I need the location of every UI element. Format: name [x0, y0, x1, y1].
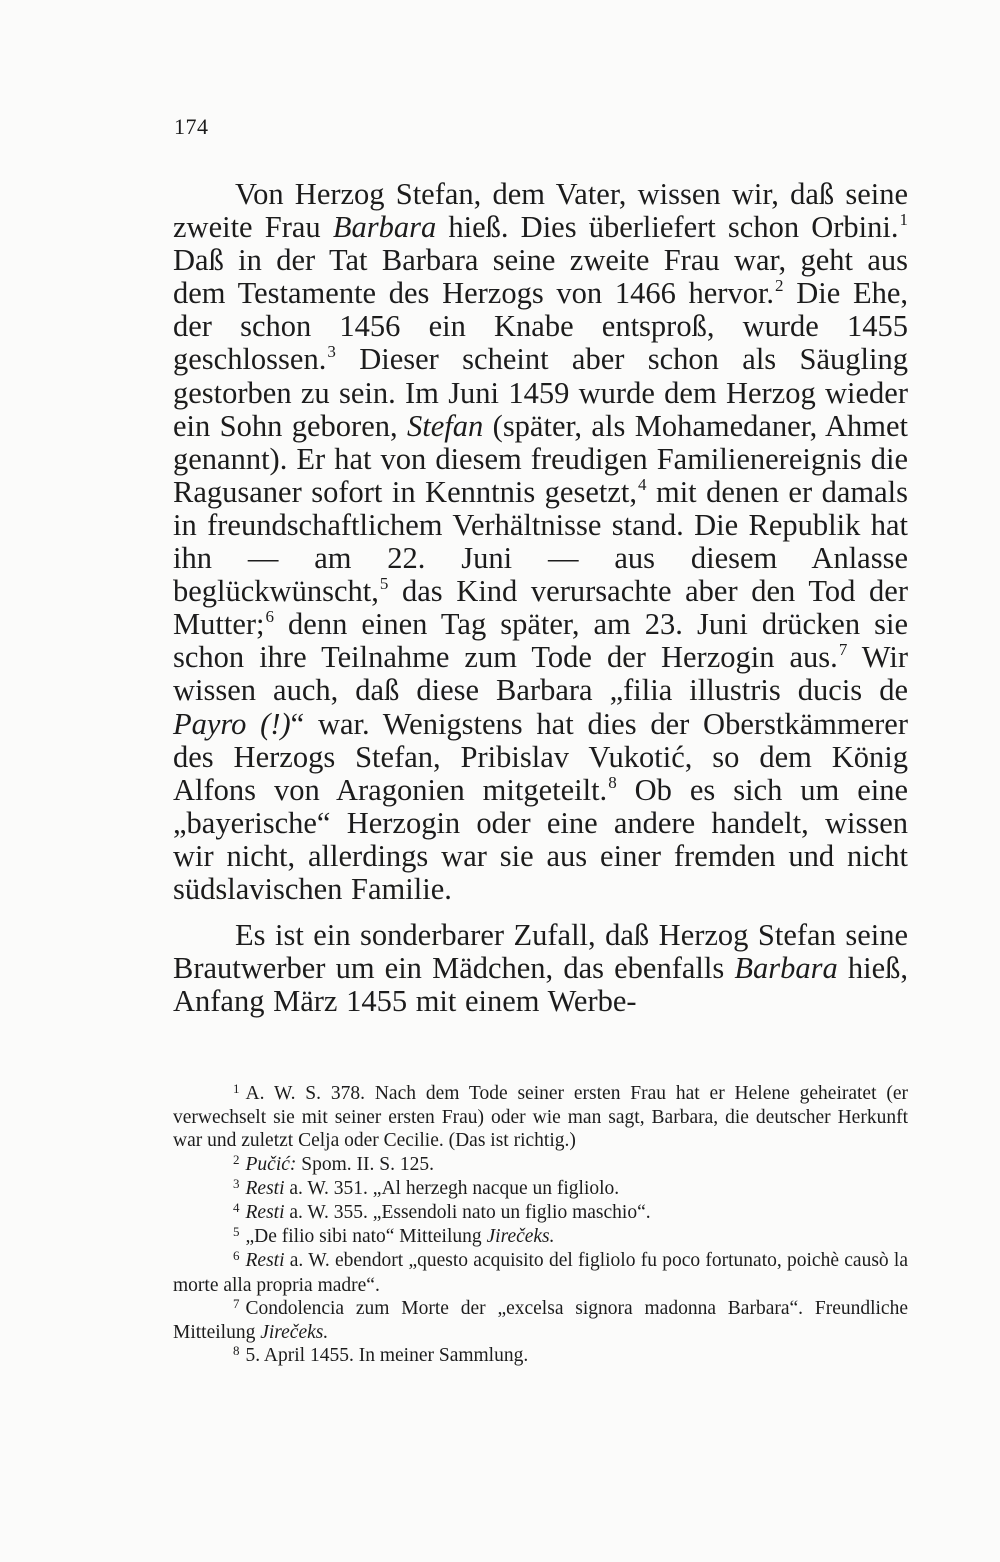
- name-barbara: Barbara: [332, 210, 437, 245]
- footnote-ref-3: 3: [327, 342, 336, 362]
- footnote-3: $^3$ Resti a. W. 351. „Al herzegh nacque un figliolo.: [233, 1175, 620, 1199]
- footnote-6: $^6$ Resti a. W. ebendort „questo acquisito del figliolo fu poco fortunato, poichè causò la morte alla propria madre“.: [173, 1248, 908, 1296]
- name-payro: Payro (!): [173, 706, 291, 741]
- footnote-ref-5: 5: [379, 574, 389, 594]
- footnote-ref-2: 2: [775, 276, 784, 296]
- name-stefan: Stefan: [407, 408, 484, 443]
- footnote-8: $^8$ 5. April 1455. In meiner Sammlung.: [233, 1343, 529, 1367]
- footnote-5: $^5$ „De filio sibi nato“ Mitteilung Jirečeks.: [233, 1224, 555, 1248]
- paragraph-1: Von Herzog Stefan, dem Vater, wissen wir, daß seine zweite Frau Barbara hieß. Dies überliefert schon Orbini.$^1$ Daß in der Tat Barbara seine zweite Frau war, geht aus dem Testamente des Herzogs von 1466 hervor.$^2$ Die Ehe, der schon 1456 ein Knabe entsproß, wurde 1455 geschlossen.$^3$ Dieser scheint aber schon als Säugling gestorben zu sein. Im Juni 1459 wurde dem Herzog wieder ein Sohn geboren, Stefan (später, als Mohamedaner, Ahmet genannt). Er hat von diesem freudigen Familienereignis die Ragusaner sofort in Kenntnis gesetzt,$^4$ mit denen er damals in freundschaftlichem Verhältnisse stand. Die Republik hat ihn — am 22. Juni — aus diesem Anlasse beglückwünscht,$^5$ das Kind verursachte aber den Tod der Mutter;$^6$ denn einen Tag später, am 23. Juni drücken sie schon ihre Teilnahme zum Tode der Herzogin aus.$^7$ Wir wissen auch, daß diese Barbara „filia illustris ducis de Payro (!)“ war. Wenigstens hat dies der Oberstkämmerer des Herzogs Stefan, Pribislav Vukotić, so dem König Alfons von Aragonien mitgeteilt.$^8$ Ob es sich um eine „bayerische“ Herzogin oder eine andere handelt, wissen wir nicht, allerdings war sie aus einer fremden und nicht südslavischen Familie.: [173, 177, 908, 906]
- paragraph-2: Es ist ein sonderbarer Zufall, daß Herzog Stefan seine Brautwerber um ein Mädchen, das ebenfalls Barbara hieß, Anfang März 1455 mit einem Werbe-: [173, 918, 908, 1019]
- footnote-ref-7: 7: [838, 640, 848, 660]
- footnote-ref-8: 8: [608, 772, 617, 792]
- footnote-7: $^7$ Condolencia zum Morte der „excelsa signora madonna Barbara“. Freundliche Mitteilung Jirečeks.: [173, 1295, 908, 1344]
- name-barbara-2: Barbara: [734, 951, 838, 986]
- main-text: [173, 178, 908, 1018]
- footnote-ref-4: 4: [637, 474, 647, 494]
- footnote-4: $^4$ Resti a. W. 355. „Essendoli nato un figlio maschio“.: [233, 1200, 651, 1224]
- footnotes: [173, 1082, 908, 1368]
- footnote-ref-6: 6: [265, 607, 274, 627]
- footnote-ref-1: 1: [899, 210, 908, 230]
- footnote-1: $^1$ A. W. S. 378. Nach dem Tode seiner ersten Frau hat er Helene geheiratet (er verwechselt sie mit seiner ersten Frau) oder wie man sagt, Barbara, die deutscher Herkunft war und zuletzt Celja oder Cecilie. (Das ist richtig.): [173, 1081, 908, 1152]
- page-number: 174: [174, 114, 209, 139]
- footnote-2: $^2$ Pučić: Spom. II. S. 125.: [233, 1151, 434, 1175]
